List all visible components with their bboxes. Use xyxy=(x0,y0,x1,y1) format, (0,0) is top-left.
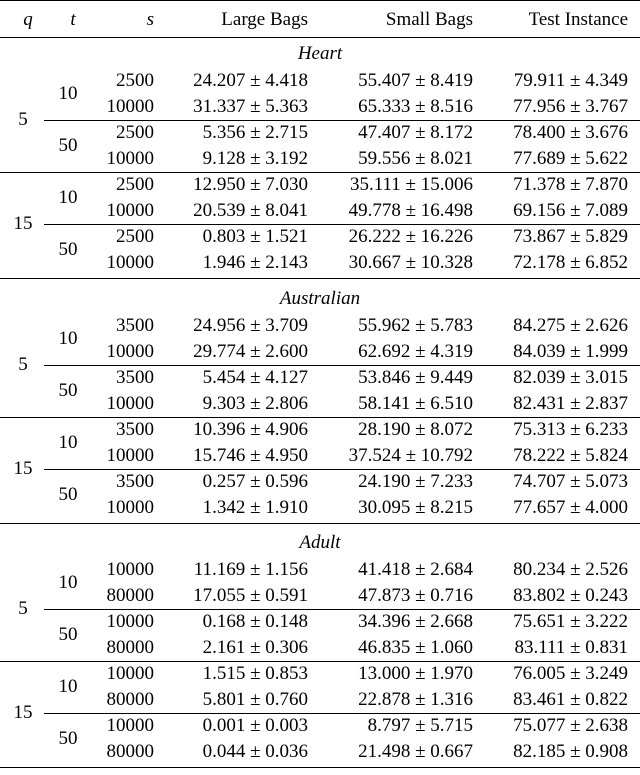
cell-test-instance: 77.657 ± 4.000 xyxy=(513,496,628,518)
header-rule xyxy=(0,37,640,38)
t-value: 50 xyxy=(58,483,78,505)
cell-s: 10000 xyxy=(106,392,154,414)
cell-large-bags: 17.055 ± 0.591 xyxy=(193,585,308,606)
cell-test-instance: 84.275 ± 2.626 xyxy=(513,314,628,336)
q-connector xyxy=(44,713,59,714)
q-value: 15 xyxy=(13,702,33,723)
cell-small-bags: 28.190 ± 8.072 xyxy=(358,418,473,440)
q-value: 15 xyxy=(13,213,33,234)
cell-test-instance: 83.111 ± 0.831 xyxy=(514,637,628,658)
dataset-name: Heart xyxy=(297,43,343,64)
cell-large-bags: 12.950 ± 7.030 xyxy=(193,174,308,195)
cell-small-bags: 8.797 ± 5.715 xyxy=(367,715,473,736)
cell-large-bags: 2.161 ± 0.306 xyxy=(202,637,308,658)
t-value: 50 xyxy=(58,728,78,749)
t-value: 10 xyxy=(58,327,78,349)
cell-s: 80000 xyxy=(106,637,154,658)
t-value: 50 xyxy=(58,379,78,401)
cell-small-bags: 30.095 ± 8.215 xyxy=(358,496,473,518)
q-group-rule xyxy=(0,417,640,418)
cell-large-bags: 9.303 ± 2.806 xyxy=(202,392,308,414)
cell-test-instance: 75.651 ± 3.222 xyxy=(513,611,628,632)
cell-s: 3500 xyxy=(116,418,154,440)
cell-large-bags: 5.356 ± 2.715 xyxy=(202,122,308,143)
cell-small-bags: 47.407 ± 8.172 xyxy=(358,122,473,143)
cell-s: 3500 xyxy=(116,470,154,492)
cell-large-bags: 0.257 ± 0.596 xyxy=(202,470,308,492)
q-value: 5 xyxy=(18,109,28,130)
t-block-rule xyxy=(59,713,640,714)
cell-small-bags: 22.878 ± 1.316 xyxy=(358,689,473,710)
cell-large-bags: 1.515 ± 0.853 xyxy=(202,663,308,684)
cell-s: 10000 xyxy=(106,559,154,580)
cell-small-bags: 65.333 ± 8.516 xyxy=(358,96,473,117)
cell-test-instance: 84.039 ± 1.999 xyxy=(513,340,628,362)
cell-test-instance: 75.077 ± 2.638 xyxy=(513,715,628,736)
bottom-rule xyxy=(0,767,640,768)
cell-small-bags: 55.407 ± 8.419 xyxy=(358,70,473,91)
cell-test-instance: 82.431 ± 2.837 xyxy=(513,392,628,414)
t-value: 10 xyxy=(58,83,78,104)
cell-large-bags: 1.946 ± 2.143 xyxy=(202,252,308,273)
q-connector xyxy=(44,469,59,470)
section-rule xyxy=(0,278,640,279)
q-value: 5 xyxy=(18,598,28,619)
q-value: 5 xyxy=(18,353,28,375)
t-value: 10 xyxy=(58,572,78,593)
cell-small-bags: 30.667 ± 10.328 xyxy=(348,252,473,273)
cell-s: 80000 xyxy=(106,741,154,762)
cell-small-bags: 55.962 ± 5.783 xyxy=(358,314,473,336)
cell-test-instance: 71.378 ± 7.870 xyxy=(513,174,628,195)
cell-s: 2500 xyxy=(116,122,154,143)
header-t: t xyxy=(70,9,76,30)
cell-small-bags: 21.498 ± 0.667 xyxy=(358,741,473,762)
cell-s: 10000 xyxy=(106,444,154,466)
cell-test-instance: 75.313 ± 6.233 xyxy=(513,418,628,440)
cell-test-instance: 72.178 ± 6.852 xyxy=(513,252,628,273)
cell-large-bags: 0.168 ± 0.148 xyxy=(202,611,308,632)
t-value: 50 xyxy=(58,239,78,260)
t-block-rule xyxy=(59,609,640,610)
cell-s: 10000 xyxy=(106,715,154,736)
cell-large-bags: 5.801 ± 0.760 xyxy=(202,689,308,710)
cell-test-instance: 78.400 ± 3.676 xyxy=(513,122,628,143)
q-group-rule xyxy=(0,172,640,173)
cell-large-bags: 11.169 ± 1.156 xyxy=(193,559,308,580)
header-large-bags: Large Bags xyxy=(221,9,308,30)
cell-s: 2500 xyxy=(116,70,154,91)
top-rule xyxy=(0,0,640,1)
q-connector xyxy=(44,365,59,366)
cell-test-instance: 83.461 ± 0.822 xyxy=(513,689,628,710)
cell-s: 2500 xyxy=(116,226,154,247)
cell-s: 3500 xyxy=(116,366,154,388)
cell-s: 10000 xyxy=(106,611,154,632)
q-connector xyxy=(44,609,59,610)
header-test-instance: Test Instance xyxy=(528,9,628,30)
q-connector xyxy=(44,120,59,121)
t-block-rule xyxy=(59,224,640,225)
t-value: 10 xyxy=(58,676,78,697)
cell-large-bags: 15.746 ± 4.950 xyxy=(193,444,308,466)
cell-small-bags: 47.873 ± 0.716 xyxy=(358,585,473,606)
q-connector xyxy=(44,224,59,225)
cell-large-bags: 24.956 ± 3.709 xyxy=(193,314,308,336)
cell-test-instance: 78.222 ± 5.824 xyxy=(513,444,628,466)
header-small-bags: Small Bags xyxy=(385,9,473,30)
cell-test-instance: 77.689 ± 5.622 xyxy=(513,148,628,169)
q-group-rule xyxy=(0,661,640,662)
cell-small-bags: 46.835 ± 1.060 xyxy=(358,637,473,658)
cell-small-bags: 35.111 ± 15.006 xyxy=(349,174,473,195)
cell-large-bags: 24.207 ± 4.418 xyxy=(193,70,308,91)
cell-large-bags: 10.396 ± 4.906 xyxy=(193,418,308,440)
cell-test-instance: 82.185 ± 0.908 xyxy=(513,741,628,762)
cell-s: 10000 xyxy=(106,96,154,117)
cell-small-bags: 13.000 ± 1.970 xyxy=(358,663,473,684)
cell-large-bags: 1.342 ± 1.910 xyxy=(202,496,308,518)
cell-large-bags: 0.803 ± 1.521 xyxy=(202,226,308,247)
cell-small-bags: 62.692 ± 4.319 xyxy=(358,340,473,362)
cell-small-bags: 59.556 ± 8.021 xyxy=(358,148,473,169)
dataset-name: Adult xyxy=(299,532,341,553)
cell-small-bags: 37.524 ± 10.792 xyxy=(348,444,473,466)
t-value: 50 xyxy=(58,135,78,156)
cell-large-bags: 0.001 ± 0.003 xyxy=(202,715,308,736)
cell-small-bags: 26.222 ± 16.226 xyxy=(348,226,473,247)
cell-s: 10000 xyxy=(106,663,154,684)
t-block-rule xyxy=(59,120,640,121)
cell-s: 10000 xyxy=(106,148,154,169)
cell-small-bags: 58.141 ± 6.510 xyxy=(358,392,473,414)
cell-small-bags: 49.778 ± 16.498 xyxy=(348,200,473,221)
cell-test-instance: 73.867 ± 5.829 xyxy=(513,226,628,247)
header-q: q xyxy=(23,9,33,30)
cell-large-bags: 20.539 ± 8.041 xyxy=(193,200,308,221)
cell-large-bags: 0.044 ± 0.036 xyxy=(202,741,308,762)
t-value: 50 xyxy=(58,624,78,645)
cell-s: 3500 xyxy=(116,314,154,336)
cell-small-bags: 24.190 ± 7.233 xyxy=(358,470,473,492)
cell-test-instance: 74.707 ± 5.073 xyxy=(513,470,628,492)
header-s: s xyxy=(146,9,154,30)
cell-s: 80000 xyxy=(106,689,154,710)
section-rule xyxy=(0,523,640,524)
q-value: 15 xyxy=(13,457,33,479)
cell-small-bags: 53.846 ± 9.449 xyxy=(358,366,473,388)
cell-test-instance: 69.156 ± 7.089 xyxy=(513,200,628,221)
cell-s: 10000 xyxy=(106,496,154,518)
cell-s: 10000 xyxy=(106,252,154,273)
cell-small-bags: 34.396 ± 2.668 xyxy=(358,611,473,632)
cell-test-instance: 82.039 ± 3.015 xyxy=(513,366,628,388)
cell-large-bags: 5.454 ± 4.127 xyxy=(202,366,308,388)
t-value: 10 xyxy=(58,431,78,453)
t-block-rule xyxy=(59,469,640,470)
cell-test-instance: 76.005 ± 3.249 xyxy=(513,663,628,684)
t-block-rule xyxy=(59,365,640,366)
cell-s: 80000 xyxy=(106,585,154,606)
cell-s: 10000 xyxy=(106,200,154,221)
t-value: 10 xyxy=(58,187,78,208)
cell-test-instance: 80.234 ± 2.526 xyxy=(513,559,628,580)
cell-large-bags: 31.337 ± 5.363 xyxy=(193,96,308,117)
cell-large-bags: 29.774 ± 2.600 xyxy=(193,340,308,362)
cell-large-bags: 9.128 ± 3.192 xyxy=(202,148,308,169)
cell-s: 10000 xyxy=(106,340,154,362)
cell-test-instance: 79.911 ± 4.349 xyxy=(513,70,628,91)
cell-s: 2500 xyxy=(116,174,154,195)
cell-test-instance: 83.802 ± 0.243 xyxy=(513,585,628,606)
cell-small-bags: 41.418 ± 2.684 xyxy=(358,559,473,580)
cell-test-instance: 77.956 ± 3.767 xyxy=(513,96,628,117)
dataset-name: Australian xyxy=(279,287,361,309)
